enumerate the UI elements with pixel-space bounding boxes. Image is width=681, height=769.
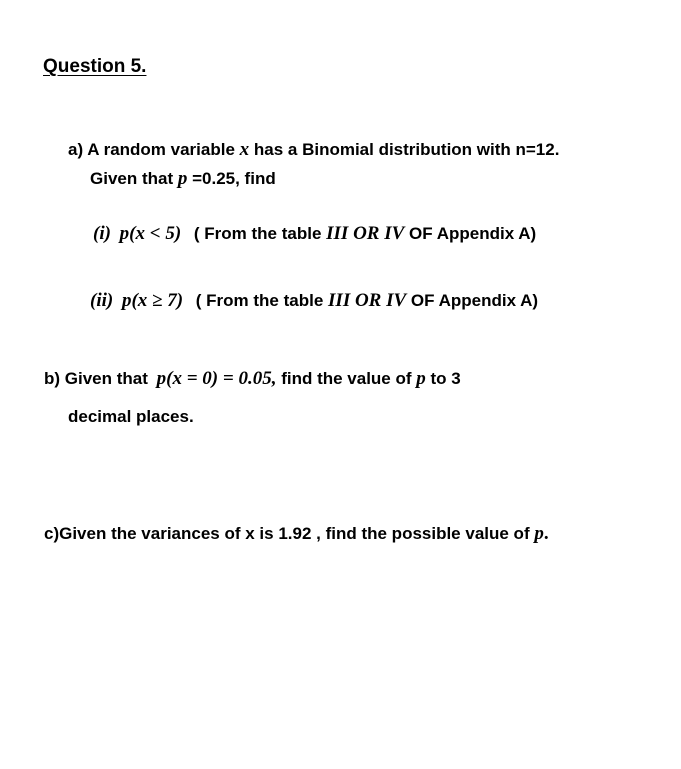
part-b-prefix: b) Given that xyxy=(44,369,148,388)
part-a-text-before: a) A random variable xyxy=(68,140,235,159)
part-b-math: p(x = 0) = 0.05, xyxy=(156,368,277,389)
subpart-ii-note-roman: III OR IV xyxy=(328,290,407,311)
part-a-subpart-i xyxy=(93,224,536,243)
subpart-i-note-prefix: ( From the table xyxy=(193,224,322,243)
subpart-ii-math: p(x ≥ 7) xyxy=(121,290,184,311)
part-b-middle: find the value of xyxy=(281,369,412,388)
part-a-var-x: x xyxy=(239,139,250,160)
subpart-ii-label: (ii) xyxy=(90,290,114,311)
part-c-var: p xyxy=(534,523,544,544)
part-c-line xyxy=(44,524,549,543)
part-a-line-1 xyxy=(68,140,559,159)
subpart-ii-note-prefix: ( From the table xyxy=(195,291,324,310)
part-a-subpart-ii xyxy=(90,291,538,310)
part-a-given-var: p xyxy=(177,168,188,189)
part-a-given-suffix: =0.25, find xyxy=(192,169,276,188)
subpart-ii-note-suffix: OF Appendix A) xyxy=(410,291,539,310)
subpart-i-label: (i) xyxy=(93,223,111,244)
question-title: Question 5. xyxy=(43,56,147,77)
part-b-line-2: decimal places. xyxy=(68,407,194,426)
part-c-suffix: . xyxy=(543,523,549,544)
part-b-suffix: to 3 xyxy=(430,369,461,388)
part-c-prefix: c)Given the variances of x is 1.92 , find the possible value of xyxy=(44,524,530,543)
part-a-given-prefix: Given that xyxy=(90,169,174,188)
subpart-i-note-roman: III OR IV xyxy=(326,223,405,244)
subpart-i-math: p(x < 5) xyxy=(119,223,182,244)
subpart-i-note-suffix: OF Appendix A) xyxy=(409,224,537,243)
part-a-text-after: has a Binomial distribution with n=12. xyxy=(253,140,560,159)
part-b-line-1 xyxy=(44,369,461,388)
part-a-line-2 xyxy=(90,169,276,188)
part-b-var: p xyxy=(416,368,426,389)
